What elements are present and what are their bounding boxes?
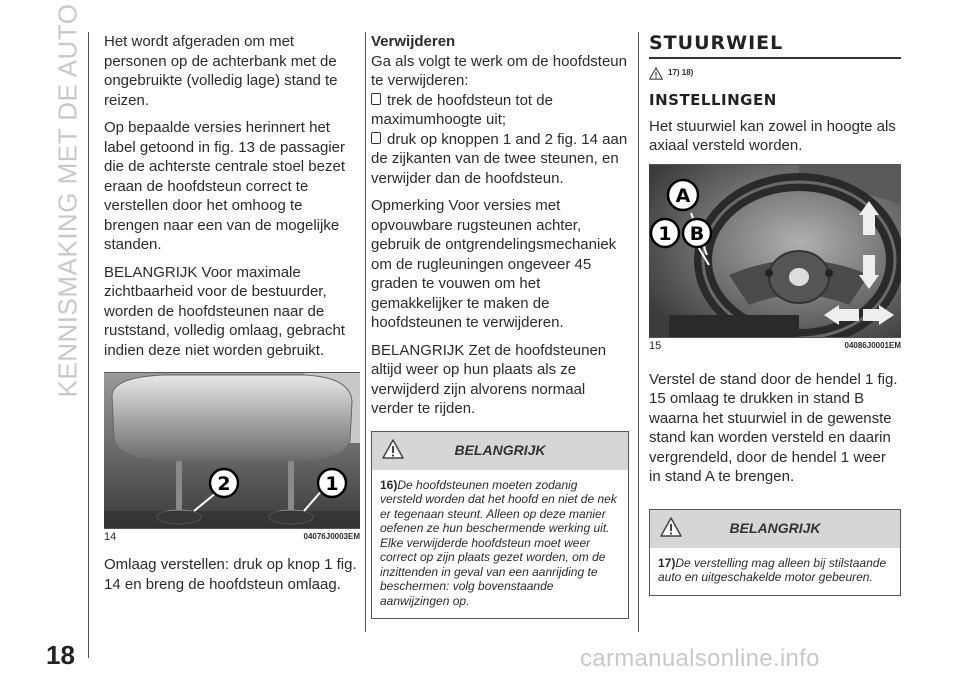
list-item: druk op knoppen 1 and 2 fig. 14 aan de zijkanten van de twee steunen, en verwijder dan de hoofdsteun. bbox=[371, 130, 628, 187]
figure-15 bbox=[649, 164, 901, 352]
callout-1: 1 bbox=[325, 473, 339, 495]
paragraph: BELANGRIJK Zet de hoofdsteunen altijd weer op hun plaats als ze verwijderd zijn alvorens normaal verder te rijden. bbox=[371, 341, 607, 417]
side-section-title-text: KENNISMAKING MET DE AUTO bbox=[52, 3, 83, 397]
warning-icon bbox=[382, 439, 404, 459]
paragraph: Ga als volgt te werk om de hoofdsteun te verwijderen: bbox=[371, 52, 627, 89]
paragraph: Het stuurwiel kan zowel in hoogte als axiaal versteld worden. bbox=[649, 117, 896, 154]
callout-b: B bbox=[689, 222, 705, 245]
warning-text: 17)De verstelling mag alleen bij stilstaande auto en uitgeschakelde motor gebeuren. bbox=[658, 555, 887, 584]
subsection-heading: INSTELLINGEN bbox=[649, 91, 777, 109]
callout-a: A bbox=[675, 184, 691, 207]
warning-box bbox=[649, 509, 901, 596]
warning-text: 16)De hoofdsteunen moeten zodanig versteld worden dat het hoofd en niet de nek er tegenaan steunt. Alleen op deze manier oefenen ze hun beschermende werking uit. Elke verwijderde hoofdsteun moet weer correct op zijn plaats gezet worden, om de inzittenden in geval van een aanrijding te beschermen: volg bovenstaande aanwijzingen op. bbox=[380, 477, 617, 608]
column-3 bbox=[649, 32, 901, 596]
warning-box bbox=[371, 431, 629, 620]
warning-title: BELANGRIJK bbox=[729, 519, 821, 536]
steering-wheel-photo bbox=[649, 165, 901, 337]
figure-caption bbox=[649, 338, 901, 352]
heading-rule bbox=[649, 57, 901, 59]
figure-code: 04086J0001EM bbox=[844, 340, 901, 350]
side-rule bbox=[88, 32, 89, 658]
callout-1: 1 bbox=[658, 222, 672, 245]
warning-ref: 16) bbox=[380, 477, 398, 492]
figure-number: 15 bbox=[649, 339, 662, 352]
figure-code: 04076J0003EM bbox=[303, 532, 360, 541]
paragraph: Omlaag verstellen: druk op knop 1 fig. 14 en breng de hoofdsteun omlaag. bbox=[104, 556, 357, 593]
paragraph: Het wordt afgeraden om met personen op de achterbank met de ongebruikte (volledig lage) stand te reizen. bbox=[104, 33, 338, 109]
warning-header bbox=[650, 510, 900, 548]
figure-number: 14 bbox=[104, 531, 117, 543]
paragraph: Op bepaalde versies herinnert het label getoond in fig. 13 de passagier die de achterste centrale stoel bezet eraan de hoofdsteun correct te verstellen door het omhoog te brengen naar een van de mogelijke standen. bbox=[104, 119, 346, 253]
headrest-photo bbox=[104, 373, 360, 528]
side-section-title bbox=[50, 3, 86, 397]
warning-header bbox=[372, 432, 628, 470]
warning-ref: 17) bbox=[658, 555, 676, 570]
column-rule-2 bbox=[638, 32, 639, 632]
warning-icon bbox=[660, 517, 682, 537]
warning-icon bbox=[649, 67, 663, 80]
warning-title: BELANGRIJK bbox=[454, 441, 546, 458]
list-item: trek de hoofdsteun tot de maximumhoogte uit; bbox=[371, 91, 629, 130]
column-1 bbox=[104, 32, 360, 602]
chapter-heading: STUURWIEL bbox=[649, 32, 784, 54]
section-heading: Verwijderen bbox=[371, 33, 456, 50]
column-2 bbox=[371, 32, 629, 619]
warning-refs bbox=[649, 63, 901, 83]
paragraph: Verstel de stand door de hendel 1 fig. 15 omlaag te drukken in stand B waarna het stuurwiel in de gewenste stand kan worden versteld en daarin vergrendeld, door de hendel 1 weer in stand A te brengen. bbox=[649, 370, 898, 485]
paragraph: BELANGRIJK Voor maximale zichtbaarheid voor de bestuurder, worden de hoofdsteunen naar de ruststand, volledig omlaag, gebracht indien deze niet worden gebruikt. bbox=[104, 263, 345, 359]
paragraph: Opmerking Voor versies met opvouwbare rugsteunen achter, gebruik de ontgrendelingsmechaniek om de rugleuningen ongeveer 45 graden te vouwen om het gemakkelijker te maken de hoofdsteunen te verwijderen. bbox=[371, 197, 617, 331]
figure-caption bbox=[104, 529, 360, 543]
page-number: 18 bbox=[46, 640, 75, 670]
figure-14 bbox=[104, 372, 360, 543]
watermark: carmanualsonline.info bbox=[580, 645, 820, 672]
column-rule-1 bbox=[365, 32, 366, 632]
callout-2: 2 bbox=[217, 473, 231, 495]
refs-text: 17) 18) bbox=[668, 68, 694, 78]
